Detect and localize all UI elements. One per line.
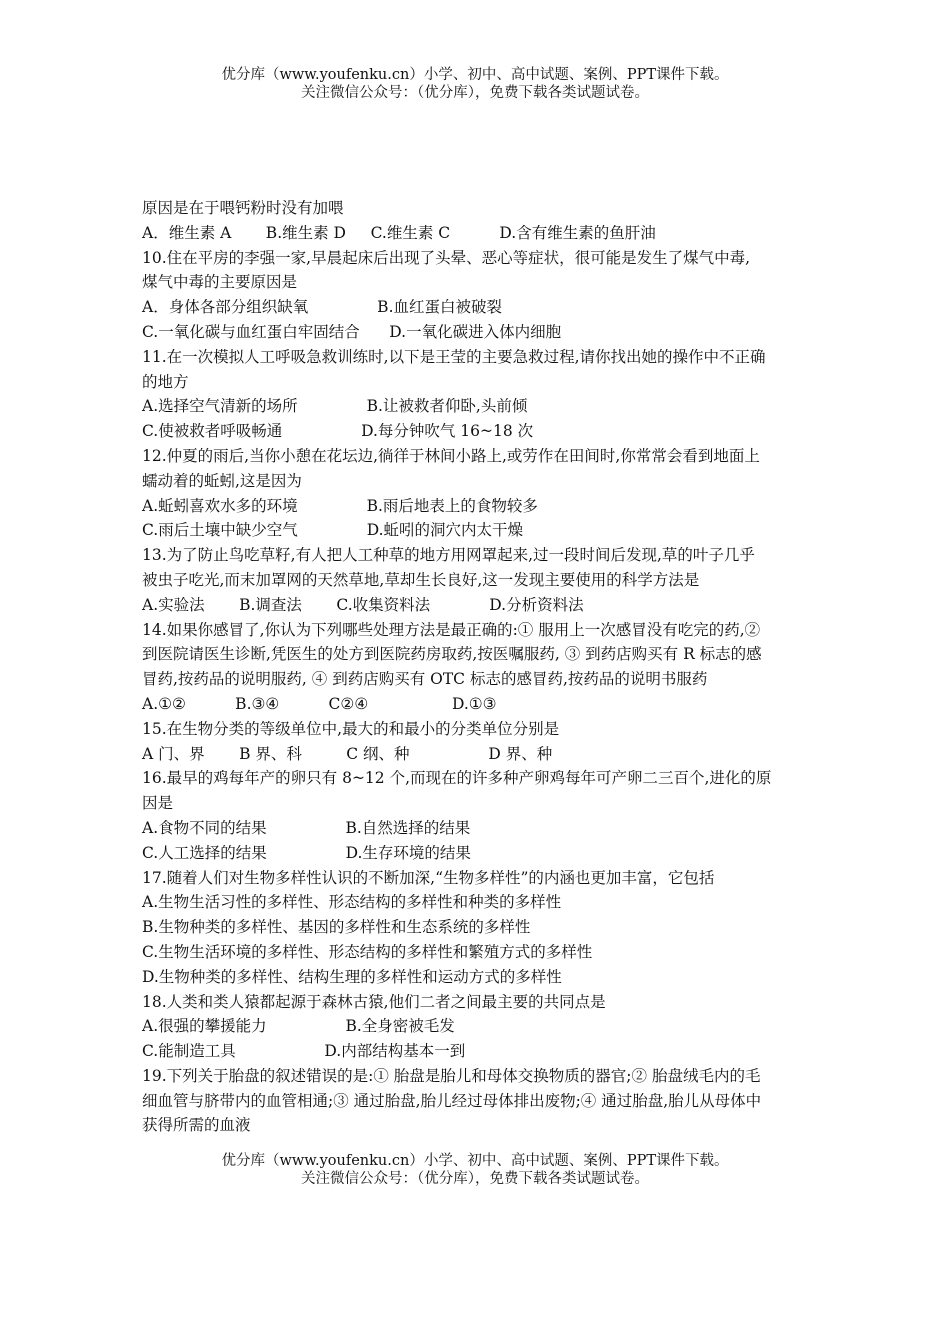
text-line: C.雨后土壤中缺少空气 D.蚯吲的洞穴内太干燥: [142, 521, 524, 540]
text-line: C.一氧化碳与血红蛋白牢固结合 D.一氧化碳进入体内细胞: [142, 322, 562, 341]
text-line: 17.随着人们对生物多样性认识的不断加深,“生物多样性”的内涵也更加丰富，它包括: [142, 868, 715, 887]
text-line: 12.仲夏的雨后,当你小憩在花坛边,徜徉于林间小路上,或劳作在田间时,你常常会看到地面上: [142, 446, 760, 465]
text-line: 16.最早的鸡每年产的卵只有 8~12 个,而现在的许多种产卵鸡每年可产卵二三百个,进化的原: [142, 769, 772, 788]
text-line: A.实验法 B.调查法 C.收集资料法 D.分析资料法: [142, 595, 584, 614]
text-line: 的地方: [142, 372, 189, 391]
text-line: 13.为了防止鸟吃草籽,有人把人工种草的地方用网罩起来,过一段时间后发现,草的叶子几乎: [142, 546, 755, 565]
text-line: C.能制造工具 D.内部结构基本一到: [142, 1042, 466, 1061]
text-line: A.生物生活习性的多样性、形态结构的多样性和种类的多样性: [142, 893, 562, 912]
footer-line-1: 优分库（www.youfenku.cn）小学、初中、高中试题、案例、PPT课件下载。: [221, 1153, 729, 1169]
text-line: C.使被救者呼吸畅通 D.每分钟吹气 16~18 次: [142, 422, 534, 441]
page-header: [0, 66, 950, 102]
text-line: A．身体各部分组织缺氧 B.血红蛋白被破裂: [142, 298, 502, 317]
text-line: 冒药,按药品的说明服药, ④ 到药店购买有 OTC 标志的感冒药,按药品的说明书服药: [142, 670, 708, 689]
text-line: 细血管与脐带内的血管相通;③ 通过胎盘,胎儿经过母体排出废物;④ 通过胎盘,胎儿从母体中: [142, 1091, 762, 1110]
text-line: 因是: [142, 794, 174, 813]
text-line: 10.住在平房的李强一家,早晨起床后出现了头晕、恶心等症状，很可能是发生了煤气中毒,: [142, 248, 751, 267]
text-line: 到医院请医生诊断,凭医生的处方到医院药房取药,按医嘱服药, ③ 到药店购买有 R 标志的感: [142, 645, 762, 664]
text-line: B.生物种类的多样性、基因的多样性和生态系统的多样性: [142, 918, 531, 937]
text-line: A 门、界 B 界、科 C 纲、种 D 界、种: [142, 744, 553, 763]
text-line: A.选择空气清新的场所 B.让被救者仰卧,头前倾: [142, 397, 528, 416]
document-body: [142, 196, 814, 1138]
text-line: 蠕动着的蚯蚓,这是因为: [142, 471, 302, 490]
text-line: 获得所需的血液: [142, 1116, 251, 1135]
text-line: 14.如果你感冒了,你认为下列哪些处理方法是最正确的:① 服用上一次感冒没有吃完的药,②: [142, 620, 761, 639]
text-line: 11.在一次模拟人工呼吸急救训练时,以下是王莹的主要急救过程,请你找出她的操作中不正确: [142, 347, 766, 366]
text-line: D.生物种类的多样性、结构生理的多样性和运动方式的多样性: [142, 967, 562, 986]
header-line-2: 关注微信公众号：（优分库），免费下载各类试题试卷。: [301, 85, 649, 101]
text-line: A.①② B.③④ C②④ D.①③: [142, 694, 497, 713]
header-line-1: 优分库（www.youfenku.cn）小学、初中、高中试题、案例、PPT课件下载。: [221, 67, 729, 83]
text-line: 被虫子吃光,而末加罩网的天然草地,草却生长良好,这一发现主要使用的科学方法是: [142, 570, 700, 589]
text-line: 煤气中毒的主要原因是: [142, 273, 298, 292]
text-line: A．维生素 A B.维生素 D C.维生素 C D.含有维生素的鱼肝油: [142, 223, 656, 242]
text-line: 18.人类和类人猿都起源于森林古猿,他们二者之间最主要的共同点是: [142, 992, 606, 1011]
text-line: C.生物生活环境的多样性、形态结构的多样性和繁殖方式的多样性: [142, 942, 593, 961]
text-line: A.蚯蚓喜欢水多的环境 B.雨后地表上的食物较多: [142, 496, 538, 515]
text-line: 15.在生物分类的等级单位中,最大的和最小的分类单位分别是: [142, 719, 560, 738]
page-footer: [0, 1152, 950, 1188]
text-line: 原因是在于喂钙粉时没有加喂: [142, 199, 344, 217]
text-line: C.人工选择的结果 D.生存环境的结果: [142, 843, 471, 862]
footer-line-2: 关注微信公众号：（优分库），免费下载各类试题试卷。: [301, 1171, 649, 1187]
text-line: 19.下列关于胎盘的叙述错误的是:① 胎盘是胎儿和母体交换物质的器官;② 胎盘绒毛内的毛: [142, 1066, 761, 1085]
text-line: A.食物不同的结果 B.自然选择的结果: [142, 818, 471, 837]
text-line: A.很强的攀援能力 B.全身密被毛发: [142, 1017, 455, 1036]
